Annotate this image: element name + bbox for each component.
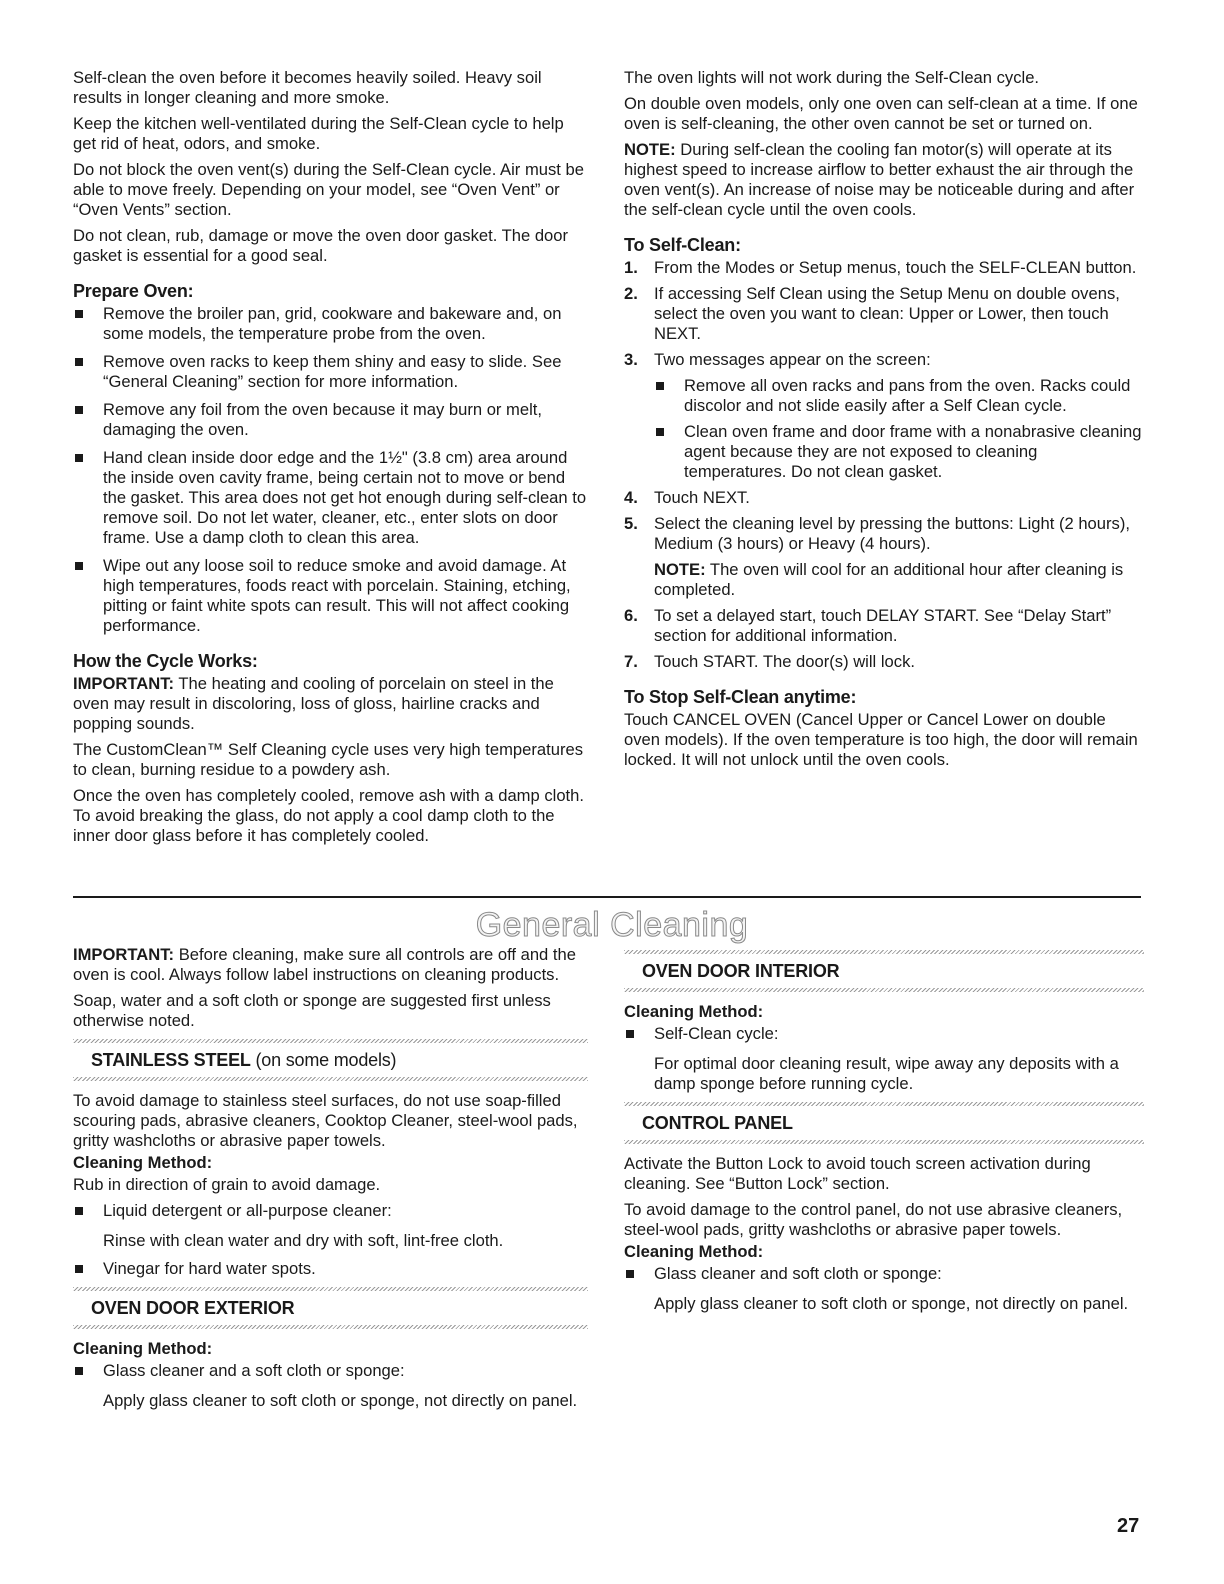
hatch-rule bbox=[73, 1077, 588, 1081]
step-item: 4. Touch NEXT. bbox=[624, 488, 750, 507]
door-interior-list bbox=[624, 1024, 1144, 1094]
paragraph: IMPORTANT: The heating and cooling of porcelain on steel in the oven may result in discoloring, loss of gloss, hairline cracks and popping sounds. bbox=[73, 674, 554, 733]
stainless-list bbox=[73, 1201, 588, 1279]
step-item: 6. To set a delayed start, touch DELAY START. See “Delay Start” section for additional information. bbox=[624, 606, 1112, 645]
bullet-icon bbox=[75, 310, 83, 318]
prepare-oven-heading: Prepare Oven: bbox=[73, 281, 194, 301]
page-number: 27 bbox=[1117, 1515, 1140, 1537]
bullet-icon bbox=[656, 428, 664, 436]
prepare-oven-list bbox=[73, 304, 588, 636]
step-item: 1. From the Modes or Setup menus, touch the SELF-CLEAN button. bbox=[624, 258, 1137, 277]
cleaning-method-label: Cleaning Method: bbox=[73, 1339, 213, 1358]
step5-note: NOTE: The oven will cool for an additional hour after cleaning is completed. bbox=[654, 560, 1124, 599]
lower-left-column bbox=[73, 945, 588, 1419]
list-item: Remove the broiler pan, grid, cookware and bakeware and, on some models, the temperature probe from the oven. bbox=[73, 304, 588, 344]
step-item: 7. Touch START. The door(s) will lock. bbox=[624, 652, 915, 671]
upper-right-column bbox=[624, 68, 1144, 776]
section-heading: STAINLESS STEEL bbox=[91, 1050, 251, 1070]
list-item: Wipe out any loose soil to reduce smoke and avoid damage. At high temperatures, foods react with porcelain. Staining, etching, pitting or faint white spots can result. This will not affect cooking performance. bbox=[73, 556, 588, 636]
paragraph: Rub in direction of grain to avoid damage. bbox=[73, 1175, 381, 1194]
list-item: Vinegar for hard water spots. bbox=[73, 1259, 588, 1279]
to-self-clean-heading: To Self-Clean: bbox=[624, 235, 741, 255]
paragraph: Keep the kitchen well-ventilated during the Self-Clean cycle to help get rid of heat, odors, and smoke. bbox=[73, 114, 564, 153]
note-paragraph: NOTE: During self-clean the cooling fan motor(s) will operate at its highest speed to increase airflow to better exhaust the air through the oven vent(s). An increase of noise may be noticeable during and after the self-clean cycle until the oven cools. bbox=[624, 140, 1135, 219]
paragraph: To avoid damage to stainless steel surfaces, do not use soap-filled scouring pads, abrasive cleaners, Cooktop Cleaner, steel-wool pads, gritty washcloths or abrasive paper towels. bbox=[73, 1091, 578, 1150]
cleaning-method-label: Cleaning Method: bbox=[624, 1242, 764, 1261]
control-panel-section-header bbox=[624, 1102, 1144, 1144]
paragraph: IMPORTANT: Before cleaning, make sure all controls are off and the oven is cool. Always follow label instructions on cleaning products. bbox=[73, 945, 576, 984]
list-item: Hand clean inside door edge and the 1½" (3.8 cm) area around the inside oven cavity frame, being certain not to move or bend the gasket. This area does not get hot enough during self-clean to remove soil. Do not let water, cleaner, etc., enter slots on door frame. Use a damp cloth to clean this area. bbox=[73, 448, 588, 548]
list-item: Glass cleaner and a soft cloth or sponge: Apply glass cleaner to soft cloth or sponge, not directly on panel. bbox=[73, 1361, 588, 1411]
list-item: Liquid detergent or all-purpose cleaner: Rinse with clean water and dry with soft, lint-free cloth. bbox=[73, 1201, 588, 1251]
upper-left-column bbox=[73, 68, 588, 852]
hatch-rule bbox=[624, 988, 1144, 992]
section-heading: CONTROL PANEL bbox=[642, 1113, 793, 1133]
list-item: Remove oven racks to keep them shiny and easy to slide. See “General Cleaning” section for more information. bbox=[73, 352, 588, 392]
list-item: Glass cleaner and soft cloth or sponge: Apply glass cleaner to soft cloth or sponge, not directly on panel. bbox=[624, 1264, 1144, 1314]
bullet-icon bbox=[626, 1030, 634, 1038]
section-heading: OVEN DOOR EXTERIOR bbox=[91, 1298, 295, 1318]
paragraph: Do not clean, rub, damage or move the oven door gasket. The door gasket is essential for a good seal. bbox=[73, 226, 569, 265]
bullet-icon bbox=[75, 358, 83, 366]
stainless-steel-section-header: STAINLESS STEEL (on some models) bbox=[73, 1039, 588, 1081]
list-item: Remove any foil from the oven because it may burn or melt, damaging the oven. bbox=[73, 400, 588, 440]
list-item: Clean oven frame and door frame with a nonabrasive cleaning agent because they are not exposed to cleaning temperatures. Do not clean gasket. bbox=[654, 422, 1144, 482]
paragraph: To avoid damage to the control panel, do not use abrasive cleaners, steel-wool pads, gritty washcloths or abrasive paper towels. bbox=[624, 1200, 1123, 1239]
bullet-icon bbox=[75, 562, 83, 570]
self-clean-steps bbox=[624, 258, 1144, 672]
oven-door-exterior-section-header bbox=[73, 1287, 588, 1329]
hatch-rule bbox=[624, 1140, 1144, 1144]
step3-messages bbox=[654, 376, 1144, 482]
section-heading: OVEN DOOR INTERIOR bbox=[642, 961, 840, 981]
step-item: 2. If accessing Self Clean using the Setup Menu on double ovens, select the oven you want to clean: Upper or Lower, then touch NEXT. bbox=[624, 284, 1120, 343]
list-item: Self-Clean cycle: For optimal door cleaning result, wipe away any deposits with a damp sponge before running cycle. bbox=[624, 1024, 1144, 1094]
bullet-icon bbox=[75, 406, 83, 414]
cleaning-method-label: Cleaning Method: bbox=[624, 1002, 764, 1021]
paragraph: Once the oven has completely cooled, remove ash with a damp cloth. To avoid breaking the glass, do not apply a cool damp cloth to the inner door glass before it has completely cooled. bbox=[73, 786, 584, 845]
list-item: Remove all oven racks and pans from the oven. Racks could discolor and not slide easily after a Self Clean cycle. bbox=[654, 376, 1144, 416]
control-panel-list bbox=[624, 1264, 1144, 1314]
step-item: 3. Two messages appear on the screen: Remove all oven racks and pans from the oven. Racks could discolor and not slide easily after a Self Clean cycle. Clean oven frame and door frame with a nonabrasive cleaning agent because they are not exposed to cleaning temperatures. Do not clean gasket. bbox=[624, 350, 1144, 482]
paragraph: Do not block the oven vent(s) during the Self-Clean cycle. Air must be able to move freely. Depending on your model, see “Oven Vent” or “Oven Vents” section. bbox=[73, 160, 584, 219]
cleaning-method-label: Cleaning Method: bbox=[73, 1153, 213, 1172]
paragraph: Activate the Button Lock to avoid touch screen activation during cleaning. See “Button Lock” section. bbox=[624, 1154, 1091, 1193]
bullet-icon bbox=[75, 1207, 83, 1215]
bullet-icon bbox=[656, 382, 664, 390]
general-cleaning-title: General Cleaning bbox=[475, 906, 749, 944]
paragraph: Soap, water and a soft cloth or sponge are suggested first unless otherwise noted. bbox=[73, 991, 551, 1030]
door-exterior-list bbox=[73, 1361, 588, 1411]
section-divider bbox=[73, 896, 1141, 898]
paragraph: The CustomClean™ Self Cleaning cycle uses very high temperatures to clean, burning residue to a powdery ash. bbox=[73, 740, 584, 779]
paragraph: Touch CANCEL OVEN (Cancel Upper or Cancel Lower on double oven models). If the oven temperature is too high, the door will remain locked. It will not unlock until the oven cools. bbox=[624, 710, 1138, 769]
bullet-icon bbox=[75, 454, 83, 462]
paragraph: On double oven models, only one oven can self-clean at a time. If one oven is self-cleaning, the other oven cannot be set or turned on. bbox=[624, 94, 1138, 133]
how-cycle-works-heading: How the Cycle Works: bbox=[73, 651, 258, 671]
paragraph: The oven lights will not work during the Self-Clean cycle. bbox=[624, 68, 1040, 87]
bullet-icon bbox=[75, 1367, 83, 1375]
step-item: 5. Select the cleaning level by pressing the buttons: Light (2 hours), Medium (3 hours) or Heavy (4 hours). NOTE: The oven will cool for an additional hour after cleaning is completed. bbox=[624, 514, 1144, 600]
lower-right-column bbox=[624, 946, 1144, 1322]
stop-self-clean-heading: To Stop Self-Clean anytime: bbox=[624, 687, 857, 707]
bullet-icon bbox=[75, 1265, 83, 1273]
paragraph: Self-clean the oven before it becomes heavily soiled. Heavy soil results in longer cleaning and more smoke. bbox=[73, 68, 542, 107]
oven-door-interior-section-header bbox=[624, 950, 1144, 992]
bullet-icon bbox=[626, 1270, 634, 1278]
hatch-rule bbox=[73, 1325, 588, 1329]
